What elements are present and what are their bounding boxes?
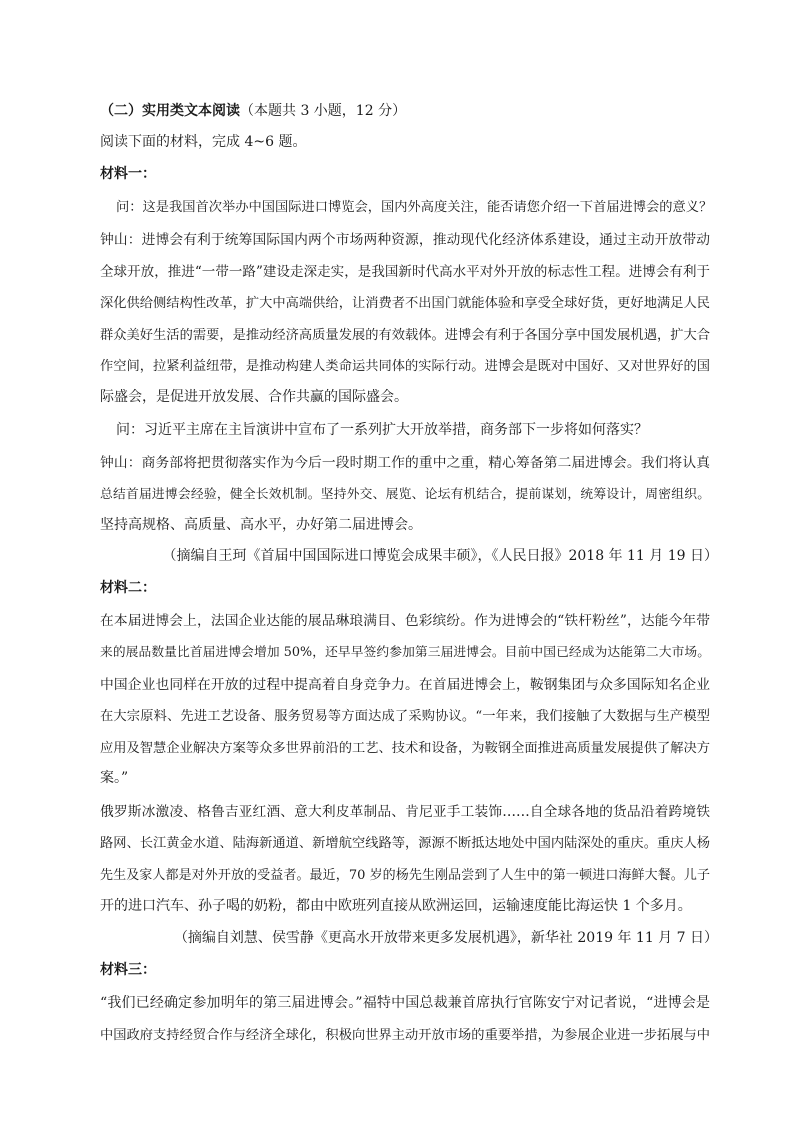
material1-line: 坚持高规格、高质量、高水平，办好第二届进博会。 — [100, 517, 422, 533]
material2-line: 中国企业也同样在开放的过程中提高着自身竞争力。在首届进博会上，鞍钢集团与众多国际知名企业 — [100, 677, 710, 693]
material2-line: 路网、长江黄金水道、陆海新通道、新增航空线路等，源源不断抵达地处中国内陆深处的重庆。重庆人杨 — [100, 836, 710, 851]
material1-line: 群众美好生活的需要，是推动经济高质量发展的有效载体。进博会有利于各国分享中国发展机遇，扩大合 — [100, 328, 710, 343]
material2-line: 案。” — [100, 770, 129, 786]
material1-line: 问：这是我国首次举办中国国际进口博览会，国内外高度关注，能否请您介绍一下首届进博会的意义？ — [116, 200, 713, 215]
material2-line: 应用及智慧企业解决方案等众多世界前沿的工艺、技术和设备，为鞍钢全面推进高质量发展提供了解决方 — [100, 741, 710, 756]
material2-source: （摘编自刘慧、侯雪静《更高水开放带来更多发展机遇》，新华社 2019 年 11 月 7 日） — [173, 930, 718, 946]
material1-line: 全球开放，推进“一带一路”建设走深走实，是我国新时代高水平对外开放的标志性工程。进博会有利于 — [100, 264, 710, 280]
material1-line: 问：习近平主席在主旨演讲中宣布了一系列扩大开放举措，商务部下一步将如何落实？ — [116, 422, 648, 438]
material1-line: 作空间，拉紧利益纽带，是推动构建人类命运共同体的实际行动。进博会是既对中国好、又对世界好的国 — [100, 359, 710, 374]
material2-line: 俄罗斯冰激凌、格鲁吉亚红酒、意大利皮革制品、肯尼亚手工装饰……自全球各地的货品沿着跨境铁 — [100, 804, 710, 820]
material2-line: 来的展品数量比首届进博会增加 50%，还早早签约参加第三届进博会。目前中国已经成为达能第二大市场。 — [100, 645, 710, 660]
material3-line: 中国政府支持经贸合作与经济全球化，积极向世界主动开放市场的重要举措，为参展企业进一步拓展与中 — [100, 1028, 710, 1043]
material1-line: 际盛会，是促进开放发展、合作共赢的国际盛会。 — [100, 389, 408, 405]
material3-line: “我们已经确定参加明年的第三届进博会。”福特中国总裁兼首席执行官陈安宁对记者说，“进博会是 — [100, 995, 710, 1011]
section-heading — [100, 100, 406, 120]
material1-line: 深化供给侧结构性改革，扩大中高端供给，让消费者不出国门就能体验和享受全球好货，更好地满足人民 — [100, 296, 710, 311]
material2-line: 先生及家人都是对外开放的受益者。最近，70 岁的杨先生刚品尝到了人生中的第一顿进口海鲜大餐。儿子 — [100, 868, 710, 883]
material1-line: 总结首届进博会经验，健全长效机制。坚持外交、展览、论坛有机结合，提前谋划，统筹设计，周密组织。 — [100, 487, 710, 502]
material1-line: 钟山：进博会有利于统筹国际国内两个市场两种资源，推动现代化经济体系建设，通过主动开放带动 — [100, 232, 710, 248]
material2-line: 开的进口汽车、孙子喝的奶粉，都由中欧班列直接从欧洲运回，运输速度能比海运快 1 个多月。 — [100, 898, 692, 914]
material1-source: （摘编自王珂《首届中国国际进口博览会成果丰硕》，《人民日报》2018 年 11 月 19 日） — [162, 548, 718, 564]
material2-line: 在大宗原料、先进工艺设备、服务贸易等方面达成了采购协议。“一年来，我们接触了大数据与生产模型 — [100, 709, 710, 724]
material2-line: 在本届进博会上，法国企业达能的展品琳琅满目、色彩缤纷。作为进博会的“铁杆粉丝”，达能今年带 — [100, 613, 710, 629]
material1-line: 钟山：商务部将把贯彻落实作为今后一段时期工作的重中之重，精心筹备第二届进博会。我们将认真 — [100, 455, 710, 471]
material1-label: 材料一： — [100, 166, 156, 182]
section-heading-note: （本题共 3 小题，12 分） — [240, 103, 407, 119]
material3-label: 材料三： — [100, 962, 156, 978]
section-heading-title: （二）实用类文本阅读 — [100, 103, 240, 119]
material2-label: 材料二： — [100, 580, 156, 596]
instruction: 阅读下面的材料，完成 4~6 题。 — [100, 134, 307, 150]
